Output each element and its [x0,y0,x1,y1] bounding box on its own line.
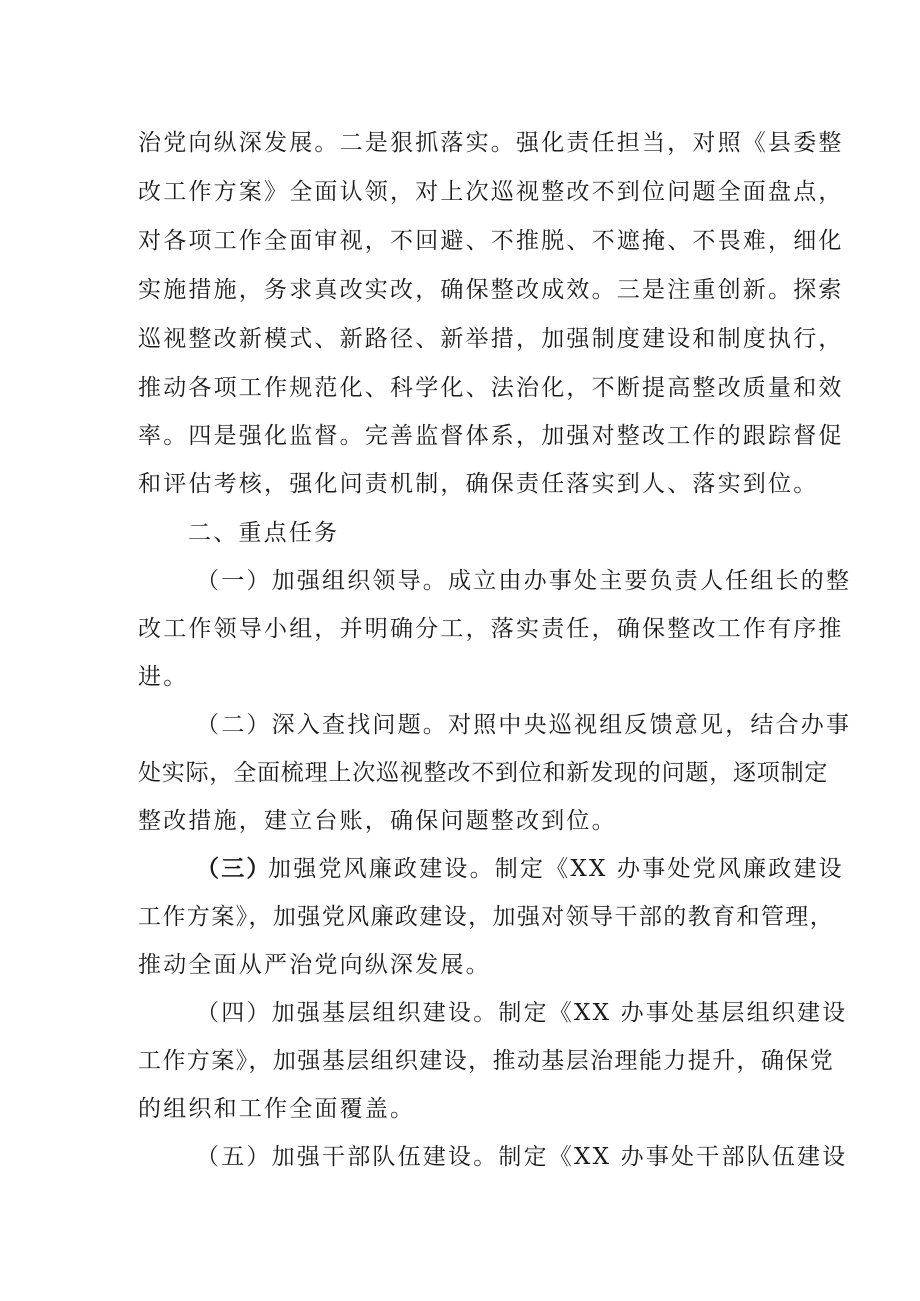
body-text-line: 工作方案》，加强基层组织建设，推动基层治理能力提升，确保党 [138,1048,835,1074]
body-text-line: 改工作领导小组，并明确分工，落实责任，确保整改工作有序推 [138,616,844,642]
body-text-line: 和评估考核，强化问责机制，确保责任落实到人、落实到位。 [138,471,819,497]
body-text-line: 进。 [138,664,189,690]
body-text-line: （五）加强干部队伍建设。制定《XX 办事处干部队伍建设 [196,1144,848,1170]
section-heading: 二、重点任务 [188,520,340,546]
body-text-line: 处实际，全面梳理上次巡视整改不到位和新发现的问题，逐项制定 [138,760,829,786]
body-text-line: （二）深入查找问题。对照中央巡视组反馈意见，结合办事 [196,712,852,738]
body-text-line: 率。四是强化监督。完善监督体系，加强对整改工作的跟踪督促 [138,423,844,449]
body-text-line: 加强党风廉政建设。制定《XX 办事处党风廉政建设 [268,856,844,882]
body-text-line: 推动全面从严治党向纵深发展。 [138,952,491,978]
body-text-line: 巡视整改新模式、新路径、新举措，加强制度建设和制度执行， [138,326,844,352]
body-text-line: 改工作方案》全面认领，对上次巡视整改不到位问题全面盘点， [138,179,844,205]
item-marker: （三） [196,855,272,882]
body-text-line: 实施措施，务求真改实改，确保整改成效。三是注重创新。探索 [138,277,844,303]
body-text-line: 治党向纵深发展。二是狠抓落实。强化责任担当，对照《县委整 [138,130,844,156]
body-text-line: 推动各项工作规范化、科学化、法治化，不断提高整改质量和效 [138,375,844,401]
body-text-line: （一）加强组织领导。成立由办事处主要负责人任组长的整 [196,568,852,594]
body-text-line: 对各项工作全面审视，不回避、不推脱、不遮掩、不畏难，细化 [138,228,844,254]
body-text-line: 工作方案》，加强党风廉政建设，加强对领导干部的教育和管理， [138,904,835,930]
body-text-line: （四）加强基层组织建设。制定《XX 办事处基层组织建设 [196,1000,848,1026]
body-text-line: 的组织和工作全面覆盖。 [138,1096,416,1122]
body-text-line: 整改措施，建立台账，确保问题整改到位。 [138,808,617,834]
